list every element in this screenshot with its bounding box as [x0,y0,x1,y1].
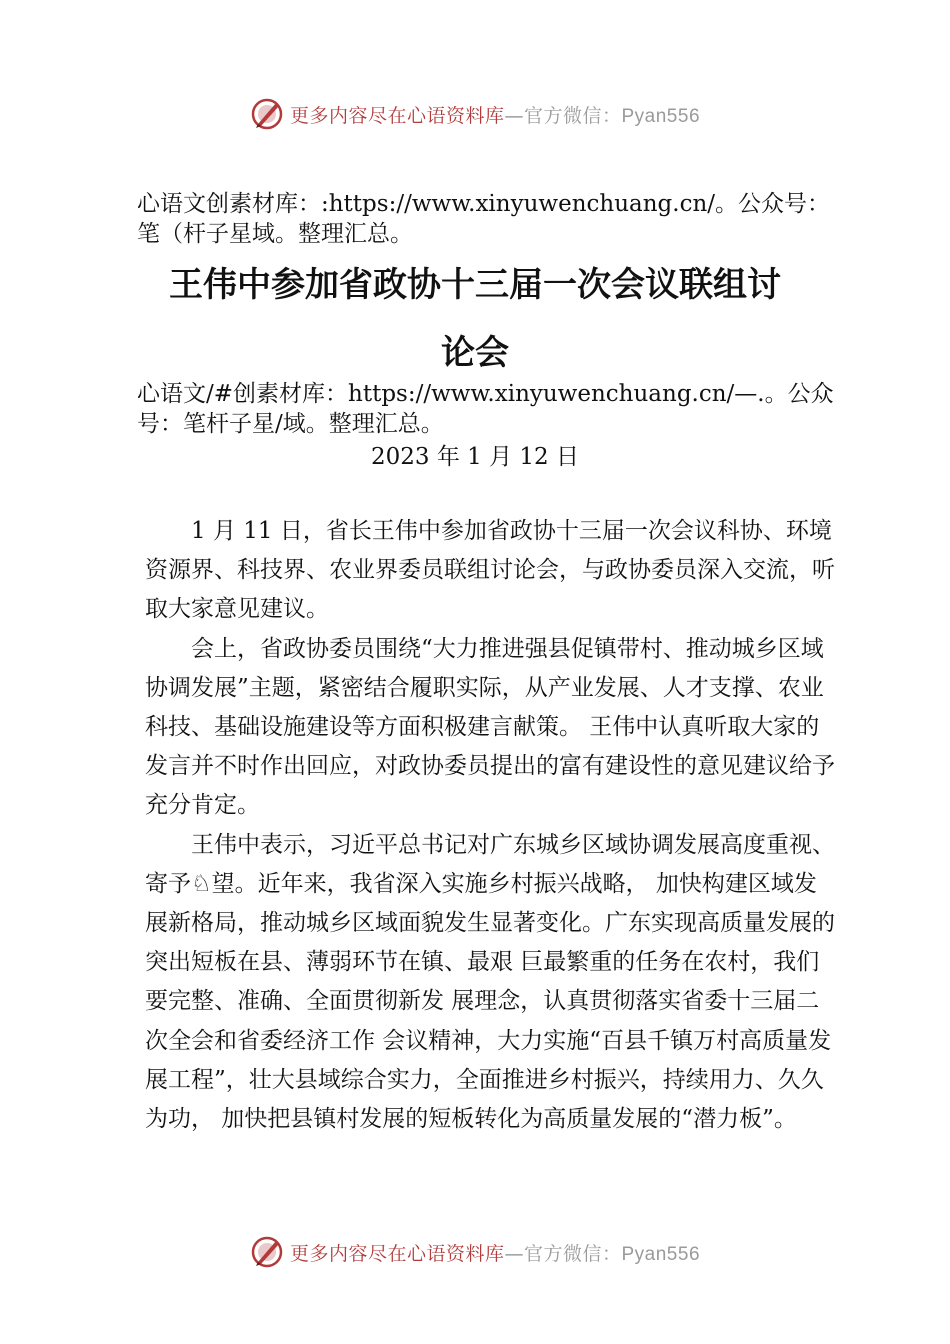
body-paragraph-2: 会上，省政协委员围绕“大力推进强县促镇带村、推动城乡区域协调发展”主题，紧密结合履职实际，从产业发展、人才支撑、农业科技、基础设施建设等方面积极建言献策。 王伟中认真听取大家的发言并不时作出回应，对政协委员提出的富有建设性的意见建议给予充分肯定。 [145,635,835,819]
banner-separator: — [504,1242,524,1265]
article-title-line-2: 论会 [441,333,509,373]
header-banner [0,94,950,134]
banner-main-text: 更多内容尽在心语资料库 [289,104,505,127]
banner-text [290,101,700,128]
pen-seal-logo-icon [250,97,284,131]
banner-text [290,1239,700,1266]
body-paragraph-1: 1 月 11 日，省长王伟中参加省政协十三届一次会议科协、环境资源界、科技界、农业界委员联组讨论会，与政协委员深入交流，听取大家意见建议。 [145,518,835,623]
banner-sub-text: 官方微信： [523,104,622,127]
source-note-1: 心语文创素材库：:https://www.xinyuwenchuang.cn/。公众号：笔（杆子星域。整理汇总。 [137,191,831,247]
banner-sub-text: 官方微信： [523,1242,622,1265]
article-title-line-1: 王伟中参加省政协十三届一次会议联组讨 [169,265,781,305]
banner-separator: — [504,104,524,127]
body-paragraph-3: 王伟中表示，习近平总书记对广东城乡区域协调发展高度重视、寄予♘望。近年来，我省深入实施乡村振兴战略， 加快构建区域发展新格局，推动城乡区域面貌发生显著变化。广东实现高质量发展的突出短板在县、薄弱环节在镇、最艰 巨最繁重的任务在农村，我们要完整、准确、全面贯彻新发 展理念，认真贯彻落实省委十三届二次全会和省委经济工作 会议精神，大力实施“百县千镇万村高质量发展工程”，壮大县域综合实力，全面推进乡村振兴，持续用力、久久为功， 加快把县镇村发展的短板转化为高质量发展的“潜力板”。 [145,831,835,1133]
pen-seal-logo-icon [250,1235,284,1269]
banner-wechat-id: Pyan556 [621,105,701,127]
article-body [145,512,835,1139]
banner-main-text: 更多内容尽在心语资料库 [289,1242,505,1265]
footer-banner [0,1232,950,1272]
banner-wechat-id: Pyan556 [621,1243,701,1265]
source-note-2: 心语文/#创素材库：https://www.xinyuwenchuang.cn/—.。公众号：笔杆子星/域。整理汇总。 [137,381,834,437]
article-date: 2023 年 1 月 12 日 [371,444,579,470]
